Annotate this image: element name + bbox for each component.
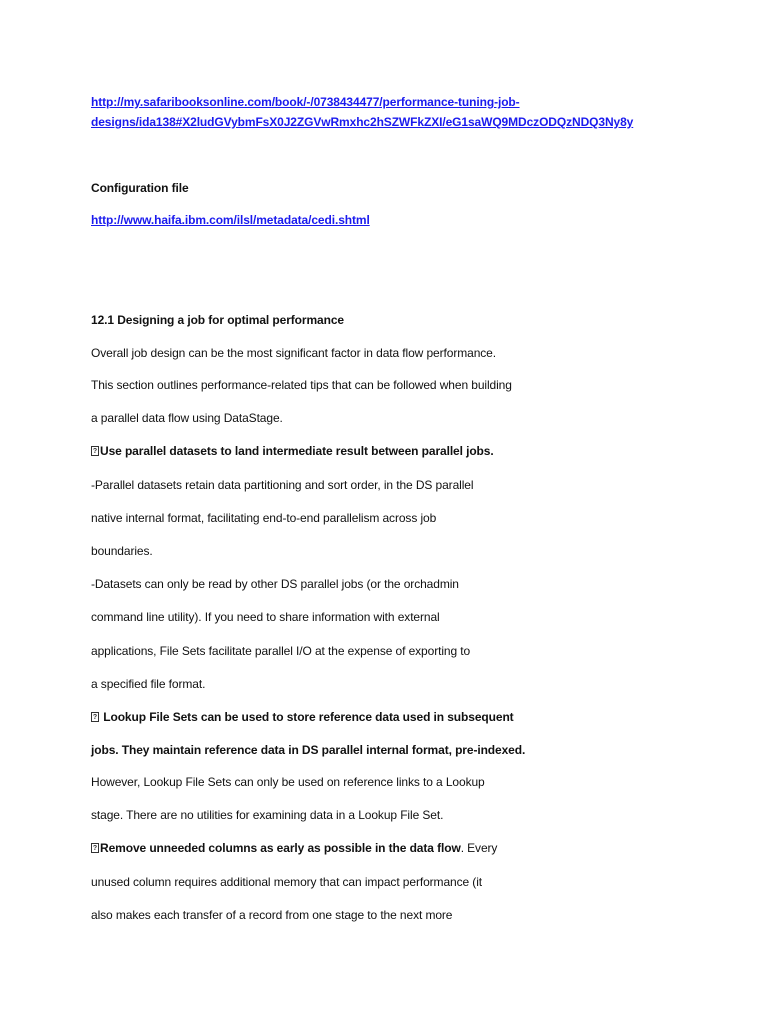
link-text-ibm[interactable]: http://www.haifa.ibm.com/ilsl/metadata/cedi.shtml [91,213,370,227]
paragraph-line: However, Lookup File Sets can only be used on reference links to a Lookup [91,775,485,789]
paragraph-line: also makes each transfer of a record from one stage to the next more [91,908,453,922]
paragraph-line: command line utility). If you need to share information with external [91,610,440,624]
section-heading: 12.1 Designing a job for optimal performance [91,313,344,327]
paragraph-line: Overall job design can be the most significant factor in data flow performance. [91,346,496,360]
config-file-heading: Configuration file [91,181,189,195]
paragraph-line: -Parallel datasets retain data partitioning and sort order, in the DS parallel [91,478,474,492]
missing-glyph-icon [91,446,99,456]
paragraph-line: unused column requires additional memory that can impact performance (it [91,875,482,889]
link-text-line-2[interactable]: designs/ida138#X2ludGVybmFsX0J2ZGVwRmxhc2hSZWFkZXI/eG1saWQ9MDczODQzNDQ3Ny8y [91,115,634,129]
paragraph-line: This section outlines performance-related tips that can be followed when building [91,378,512,392]
paragraph-line: native internal format, facilitating end-to-end parallelism across job [91,511,437,525]
reference-link-safari-cont[interactable] [91,114,633,130]
bullet-continuation: jobs. They maintain reference data in DS parallel internal format, pre-indexed. [91,743,526,757]
paragraph-line: applications, File Sets facilitate parallel I/O at the expense of exporting to [91,644,471,658]
link-text-line-1[interactable]: http://my.safaribooksonline.com/book/-/0738434477/performance-tuning-job- [91,95,520,109]
bullet-text-bold: Remove unneeded columns as early as possible in the data flow [100,841,461,855]
reference-link-safari[interactable] [91,94,520,110]
bullet-text: Use parallel datasets to land intermediate result between parallel jobs. [100,444,494,458]
bullet-text-rest: . Every [460,841,498,855]
missing-glyph-icon [91,712,99,722]
paragraph-line: a specified file format. [91,677,206,691]
bullet-text: Lookup File Sets can be used to store reference data used in subsequent [100,710,514,724]
paragraph-line: -Datasets can only be read by other DS parallel jobs (or the orchadmin [91,577,459,591]
bullet-point [91,840,497,856]
paragraph-line: boundaries. [91,544,153,558]
paragraph-line: stage. There are no utilities for examining data in a Lookup File Set. [91,808,444,822]
bullet-point [91,443,494,459]
missing-glyph-icon [91,843,99,853]
reference-link-ibm[interactable] [91,212,370,228]
bullet-point [91,709,514,725]
paragraph-line: a parallel data flow using DataStage. [91,411,283,425]
